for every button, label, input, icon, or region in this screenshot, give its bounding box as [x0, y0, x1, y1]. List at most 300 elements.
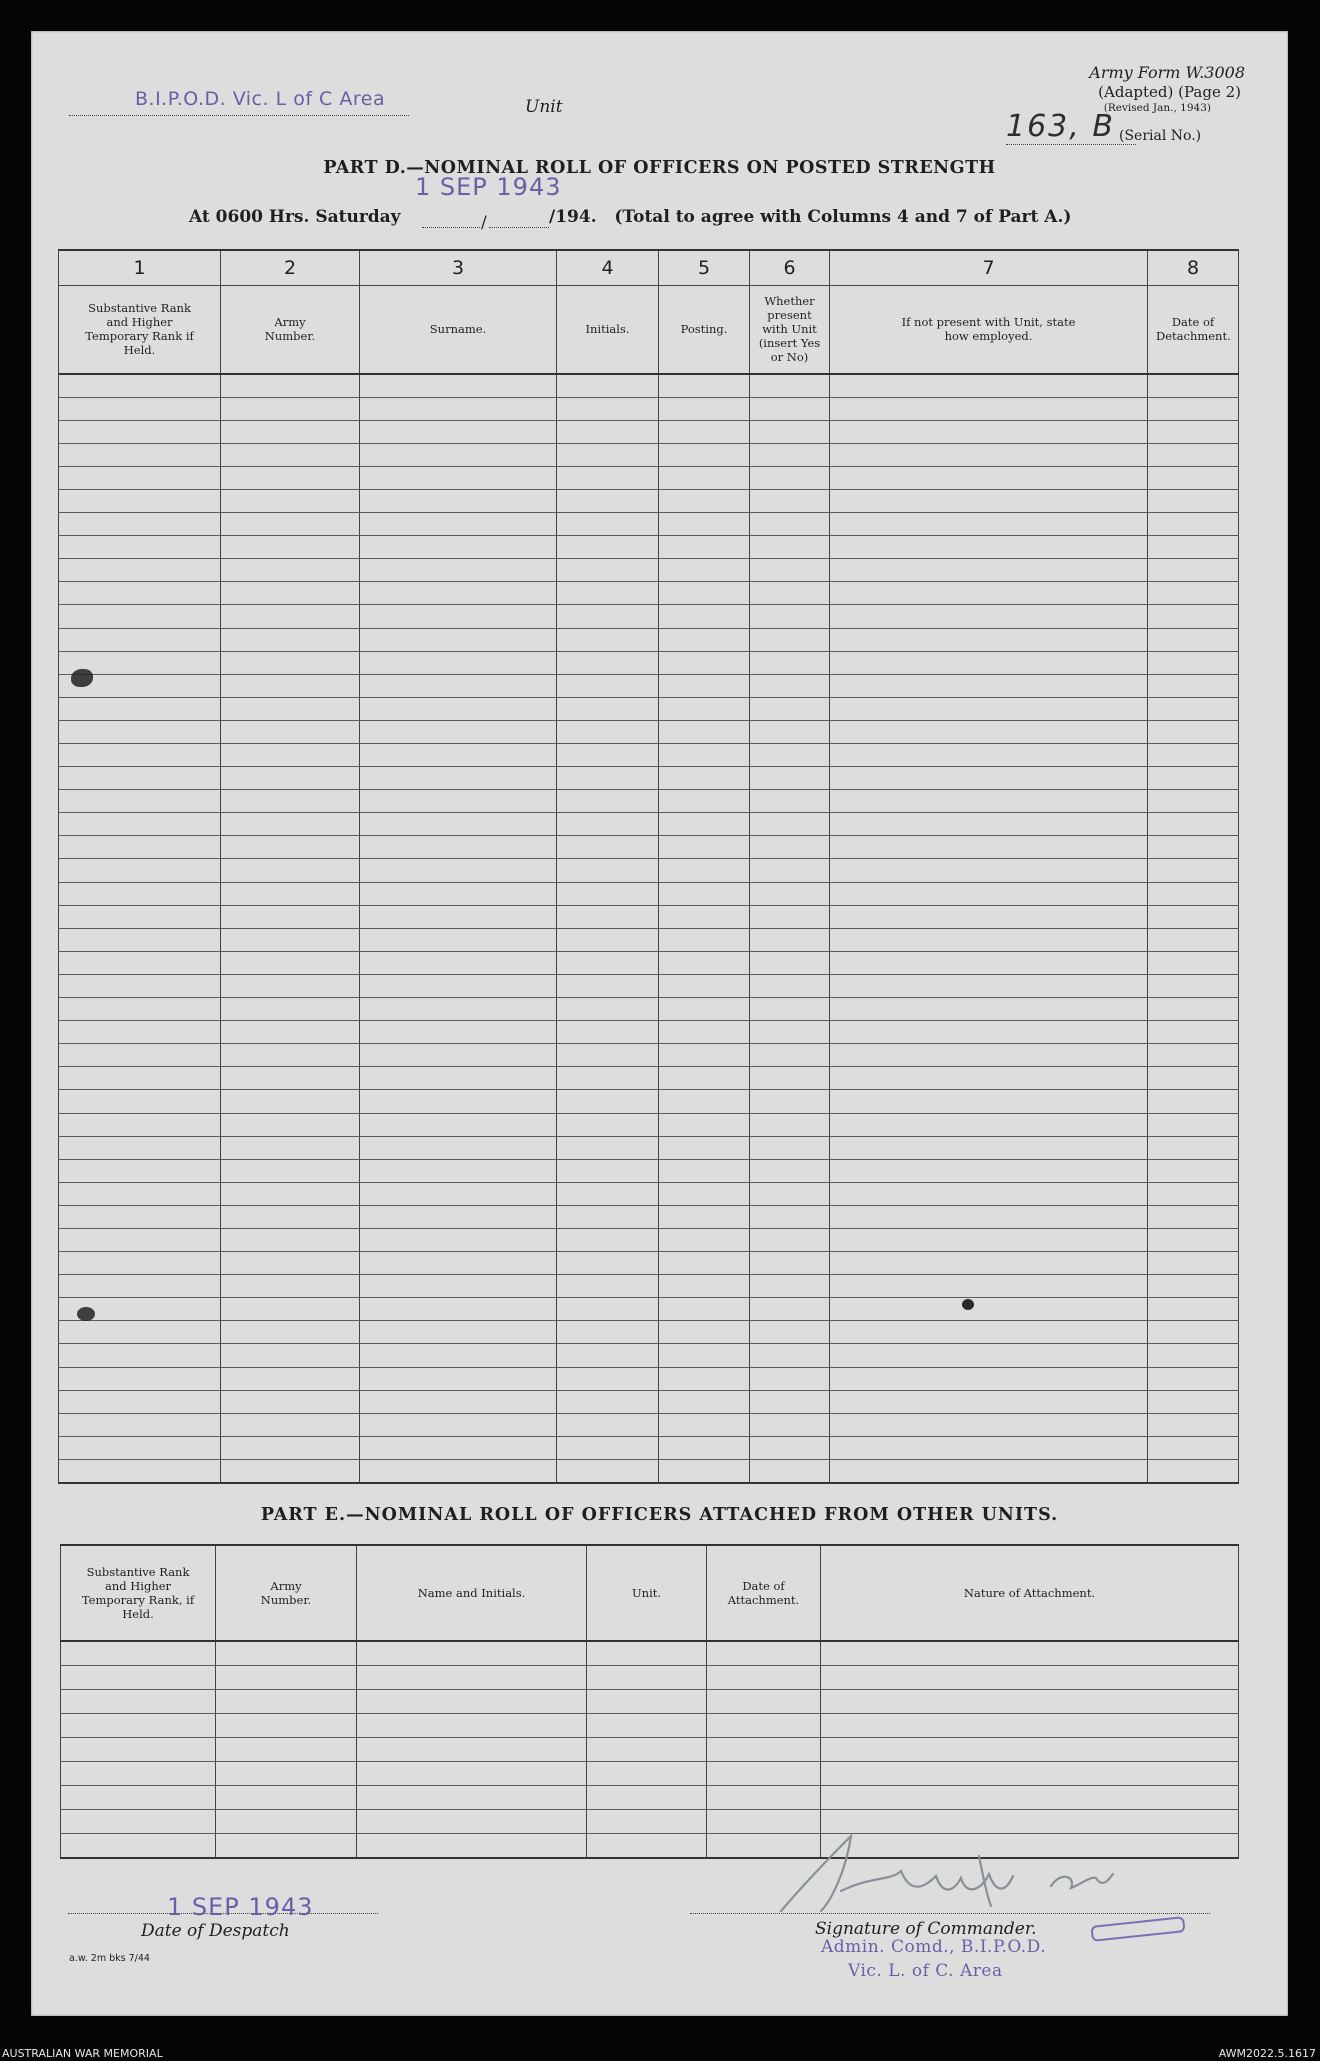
- table-cell[interactable]: [59, 1459, 221, 1483]
- table-cell[interactable]: [59, 1321, 221, 1344]
- table-cell[interactable]: [557, 1159, 659, 1182]
- table-cell[interactable]: [221, 974, 360, 997]
- table-cell[interactable]: [221, 397, 360, 420]
- table-cell[interactable]: [659, 720, 750, 743]
- table-cell[interactable]: [557, 1459, 659, 1483]
- table-cell[interactable]: [221, 651, 360, 674]
- table-cell[interactable]: [830, 1044, 1148, 1067]
- table-cell[interactable]: [357, 1690, 587, 1714]
- table-cell[interactable]: [1148, 905, 1239, 928]
- table-cell[interactable]: [659, 1413, 750, 1436]
- table-cell[interactable]: [1148, 1436, 1239, 1459]
- table-cell[interactable]: [750, 1298, 830, 1321]
- table-cell[interactable]: [557, 951, 659, 974]
- table-cell[interactable]: [659, 1367, 750, 1390]
- table-cell[interactable]: [360, 1182, 557, 1205]
- table-cell[interactable]: [659, 882, 750, 905]
- table-cell[interactable]: [750, 559, 830, 582]
- table-cell[interactable]: [59, 628, 221, 651]
- table-cell[interactable]: [221, 559, 360, 582]
- table-cell[interactable]: [659, 859, 750, 882]
- table-cell[interactable]: [61, 1690, 216, 1714]
- table-cell[interactable]: [360, 1436, 557, 1459]
- table-cell[interactable]: [216, 1714, 357, 1738]
- table-cell[interactable]: [1148, 951, 1239, 974]
- table-cell[interactable]: [61, 1641, 216, 1666]
- table-cell[interactable]: [1148, 1275, 1239, 1298]
- table-cell[interactable]: [830, 420, 1148, 443]
- table-cell[interactable]: [750, 443, 830, 466]
- table-cell[interactable]: [830, 882, 1148, 905]
- table-cell[interactable]: [61, 1738, 216, 1762]
- table-cell[interactable]: [707, 1786, 821, 1810]
- table-cell[interactable]: [360, 928, 557, 951]
- table-cell[interactable]: [750, 859, 830, 882]
- table-cell[interactable]: [357, 1738, 587, 1762]
- table-cell[interactable]: [750, 1390, 830, 1413]
- table-cell[interactable]: [360, 720, 557, 743]
- table-cell[interactable]: [659, 559, 750, 582]
- table-cell[interactable]: [750, 397, 830, 420]
- table-cell[interactable]: [61, 1762, 216, 1786]
- table-cell[interactable]: [659, 1205, 750, 1228]
- table-cell[interactable]: [221, 1252, 360, 1275]
- table-cell[interactable]: [659, 1044, 750, 1067]
- table-cell[interactable]: [659, 1436, 750, 1459]
- table-cell[interactable]: [557, 744, 659, 767]
- table-cell[interactable]: [659, 489, 750, 512]
- table-cell[interactable]: [360, 744, 557, 767]
- table-cell[interactable]: [750, 720, 830, 743]
- table-cell[interactable]: [557, 443, 659, 466]
- table-cell[interactable]: [659, 513, 750, 536]
- table-cell[interactable]: [221, 1344, 360, 1367]
- table-cell[interactable]: [360, 536, 557, 559]
- table-cell[interactable]: [750, 628, 830, 651]
- table-cell[interactable]: [750, 1136, 830, 1159]
- table-cell[interactable]: [59, 1252, 221, 1275]
- table-cell[interactable]: [659, 651, 750, 674]
- table-cell[interactable]: [59, 397, 221, 420]
- table-cell[interactable]: [59, 1182, 221, 1205]
- table-cell[interactable]: [750, 744, 830, 767]
- table-cell[interactable]: [221, 489, 360, 512]
- table-cell[interactable]: [821, 1666, 1239, 1690]
- table-cell[interactable]: [659, 744, 750, 767]
- table-cell[interactable]: [221, 1067, 360, 1090]
- table-cell[interactable]: [659, 974, 750, 997]
- table-cell[interactable]: [557, 1090, 659, 1113]
- table-cell[interactable]: [1148, 1113, 1239, 1136]
- table-cell[interactable]: [830, 1390, 1148, 1413]
- table-cell[interactable]: [557, 813, 659, 836]
- table-cell[interactable]: [659, 420, 750, 443]
- table-cell[interactable]: [357, 1810, 587, 1834]
- table-cell[interactable]: [750, 582, 830, 605]
- table-cell[interactable]: [750, 905, 830, 928]
- table-cell[interactable]: [750, 466, 830, 489]
- table-cell[interactable]: [750, 1044, 830, 1067]
- table-cell[interactable]: [59, 813, 221, 836]
- table-cell[interactable]: [830, 697, 1148, 720]
- table-cell[interactable]: [1148, 1044, 1239, 1067]
- table-cell[interactable]: [59, 974, 221, 997]
- table-cell[interactable]: [830, 1067, 1148, 1090]
- table-cell[interactable]: [707, 1666, 821, 1690]
- table-cell[interactable]: [830, 859, 1148, 882]
- table-cell[interactable]: [221, 836, 360, 859]
- table-cell[interactable]: [750, 1321, 830, 1344]
- table-cell[interactable]: [557, 974, 659, 997]
- table-cell[interactable]: [1148, 928, 1239, 951]
- table-cell[interactable]: [750, 536, 830, 559]
- table-cell[interactable]: [557, 790, 659, 813]
- table-cell[interactable]: [1148, 489, 1239, 512]
- table-cell[interactable]: [557, 1252, 659, 1275]
- table-cell[interactable]: [360, 1228, 557, 1251]
- table-cell[interactable]: [360, 1090, 557, 1113]
- table-cell[interactable]: [587, 1738, 707, 1762]
- table-cell[interactable]: [707, 1641, 821, 1666]
- table-cell[interactable]: [59, 1436, 221, 1459]
- table-cell[interactable]: [221, 1321, 360, 1344]
- table-cell[interactable]: [360, 559, 557, 582]
- table-cell[interactable]: [59, 928, 221, 951]
- table-cell[interactable]: [221, 744, 360, 767]
- table-cell[interactable]: [216, 1786, 357, 1810]
- table-cell[interactable]: [221, 1228, 360, 1251]
- table-cell[interactable]: [830, 374, 1148, 398]
- table-cell[interactable]: [587, 1690, 707, 1714]
- table-cell[interactable]: [557, 998, 659, 1021]
- table-cell[interactable]: [221, 1390, 360, 1413]
- table-cell[interactable]: [1148, 559, 1239, 582]
- table-cell[interactable]: [659, 1136, 750, 1159]
- table-cell[interactable]: [1148, 767, 1239, 790]
- table-cell[interactable]: [360, 998, 557, 1021]
- table-cell[interactable]: [659, 1159, 750, 1182]
- table-cell[interactable]: [557, 605, 659, 628]
- table-cell[interactable]: [221, 951, 360, 974]
- table-cell[interactable]: [659, 536, 750, 559]
- table-cell[interactable]: [750, 767, 830, 790]
- table-cell[interactable]: [750, 1228, 830, 1251]
- table-cell[interactable]: [821, 1714, 1239, 1738]
- table-cell[interactable]: [1148, 1459, 1239, 1483]
- table-cell[interactable]: [360, 813, 557, 836]
- table-cell[interactable]: [59, 1136, 221, 1159]
- table-cell[interactable]: [221, 1044, 360, 1067]
- table-cell[interactable]: [830, 582, 1148, 605]
- table-cell[interactable]: [59, 951, 221, 974]
- table-cell[interactable]: [587, 1714, 707, 1738]
- table-cell[interactable]: [557, 1205, 659, 1228]
- table-cell[interactable]: [1148, 397, 1239, 420]
- table-cell[interactable]: [59, 1275, 221, 1298]
- table-cell[interactable]: [830, 744, 1148, 767]
- table-cell[interactable]: [360, 1390, 557, 1413]
- table-cell[interactable]: [557, 836, 659, 859]
- table-cell[interactable]: [59, 744, 221, 767]
- table-cell[interactable]: [61, 1714, 216, 1738]
- table-cell[interactable]: [659, 1321, 750, 1344]
- table-cell[interactable]: [750, 513, 830, 536]
- table-cell[interactable]: [1148, 443, 1239, 466]
- table-cell[interactable]: [1148, 582, 1239, 605]
- table-cell[interactable]: [830, 1344, 1148, 1367]
- table-cell[interactable]: [360, 513, 557, 536]
- table-cell[interactable]: [59, 720, 221, 743]
- table-cell[interactable]: [59, 1205, 221, 1228]
- table-cell[interactable]: [59, 443, 221, 466]
- table-cell[interactable]: [59, 1021, 221, 1044]
- table-cell[interactable]: [750, 790, 830, 813]
- table-cell[interactable]: [360, 859, 557, 882]
- table-cell[interactable]: [61, 1810, 216, 1834]
- table-cell[interactable]: [360, 466, 557, 489]
- table-cell[interactable]: [221, 697, 360, 720]
- table-cell[interactable]: [221, 1136, 360, 1159]
- table-cell[interactable]: [659, 1390, 750, 1413]
- table-cell[interactable]: [221, 1159, 360, 1182]
- table-cell[interactable]: [587, 1810, 707, 1834]
- table-cell[interactable]: [221, 582, 360, 605]
- table-cell[interactable]: [59, 374, 221, 398]
- table-cell[interactable]: [830, 1136, 1148, 1159]
- table-cell[interactable]: [830, 1252, 1148, 1275]
- table-cell[interactable]: [830, 559, 1148, 582]
- table-cell[interactable]: [830, 1228, 1148, 1251]
- table-cell[interactable]: [221, 1021, 360, 1044]
- table-cell[interactable]: [830, 974, 1148, 997]
- table-cell[interactable]: [750, 1205, 830, 1228]
- table-cell[interactable]: [750, 1090, 830, 1113]
- table-cell[interactable]: [59, 489, 221, 512]
- table-cell[interactable]: [750, 374, 830, 398]
- table-cell[interactable]: [750, 1344, 830, 1367]
- table-cell[interactable]: [360, 1136, 557, 1159]
- table-cell[interactable]: [659, 466, 750, 489]
- table-cell[interactable]: [360, 1298, 557, 1321]
- table-cell[interactable]: [557, 536, 659, 559]
- table-cell[interactable]: [1148, 744, 1239, 767]
- table-cell[interactable]: [1148, 651, 1239, 674]
- table-cell[interactable]: [750, 420, 830, 443]
- table-cell[interactable]: [557, 1182, 659, 1205]
- table-cell[interactable]: [59, 1228, 221, 1251]
- table-cell[interactable]: [216, 1666, 357, 1690]
- table-cell[interactable]: [750, 1275, 830, 1298]
- table-cell[interactable]: [1148, 1205, 1239, 1228]
- table-cell[interactable]: [1148, 466, 1239, 489]
- table-cell[interactable]: [821, 1641, 1239, 1666]
- table-cell[interactable]: [659, 582, 750, 605]
- table-cell[interactable]: [216, 1738, 357, 1762]
- table-cell[interactable]: [360, 790, 557, 813]
- table-cell[interactable]: [830, 1090, 1148, 1113]
- table-cell[interactable]: [221, 928, 360, 951]
- table-cell[interactable]: [360, 1413, 557, 1436]
- table-cell[interactable]: [216, 1690, 357, 1714]
- table-cell[interactable]: [557, 651, 659, 674]
- table-cell[interactable]: [221, 466, 360, 489]
- table-cell[interactable]: [659, 605, 750, 628]
- table-cell[interactable]: [216, 1834, 357, 1859]
- table-cell[interactable]: [557, 1113, 659, 1136]
- table-cell[interactable]: [221, 882, 360, 905]
- table-cell[interactable]: [221, 1205, 360, 1228]
- table-cell[interactable]: [221, 1413, 360, 1436]
- table-cell[interactable]: [221, 905, 360, 928]
- table-cell[interactable]: [360, 1344, 557, 1367]
- table-cell[interactable]: [750, 882, 830, 905]
- table-cell[interactable]: [830, 1159, 1148, 1182]
- table-cell[interactable]: [707, 1738, 821, 1762]
- table-cell[interactable]: [1148, 420, 1239, 443]
- table-cell[interactable]: [659, 767, 750, 790]
- table-cell[interactable]: [1148, 374, 1239, 398]
- table-cell[interactable]: [587, 1666, 707, 1690]
- table-cell[interactable]: [221, 1436, 360, 1459]
- table-cell[interactable]: [659, 674, 750, 697]
- table-cell[interactable]: [557, 489, 659, 512]
- table-cell[interactable]: [750, 651, 830, 674]
- table-cell[interactable]: [830, 928, 1148, 951]
- table-cell[interactable]: [557, 628, 659, 651]
- table-cell[interactable]: [360, 836, 557, 859]
- table-cell[interactable]: [830, 513, 1148, 536]
- table-cell[interactable]: [59, 998, 221, 1021]
- table-cell[interactable]: [59, 767, 221, 790]
- table-cell[interactable]: [357, 1786, 587, 1810]
- table-cell[interactable]: [830, 1298, 1148, 1321]
- table-cell[interactable]: [216, 1810, 357, 1834]
- table-cell[interactable]: [221, 1275, 360, 1298]
- table-cell[interactable]: [659, 813, 750, 836]
- table-cell[interactable]: [1148, 536, 1239, 559]
- table-cell[interactable]: [1148, 674, 1239, 697]
- table-cell[interactable]: [821, 1738, 1239, 1762]
- table-cell[interactable]: [360, 1367, 557, 1390]
- table-cell[interactable]: [59, 466, 221, 489]
- table-cell[interactable]: [360, 697, 557, 720]
- table-cell[interactable]: [557, 397, 659, 420]
- table-cell[interactable]: [59, 1367, 221, 1390]
- table-cell[interactable]: [1148, 1090, 1239, 1113]
- table-cell[interactable]: [1148, 882, 1239, 905]
- table-cell[interactable]: [750, 1252, 830, 1275]
- table-cell[interactable]: [830, 466, 1148, 489]
- table-cell[interactable]: [830, 628, 1148, 651]
- table-cell[interactable]: [221, 443, 360, 466]
- table-cell[interactable]: [557, 1413, 659, 1436]
- table-cell[interactable]: [59, 1113, 221, 1136]
- table-cell[interactable]: [659, 928, 750, 951]
- table-cell[interactable]: [1148, 1390, 1239, 1413]
- table-cell[interactable]: [587, 1762, 707, 1786]
- table-cell[interactable]: [557, 1298, 659, 1321]
- table-cell[interactable]: [557, 559, 659, 582]
- table-cell[interactable]: [659, 1298, 750, 1321]
- table-cell[interactable]: [221, 605, 360, 628]
- table-cell[interactable]: [1148, 1321, 1239, 1344]
- table-cell[interactable]: [750, 674, 830, 697]
- table-cell[interactable]: [1148, 697, 1239, 720]
- table-cell[interactable]: [360, 951, 557, 974]
- table-cell[interactable]: [557, 767, 659, 790]
- table-cell[interactable]: [750, 1113, 830, 1136]
- table-cell[interactable]: [1148, 1344, 1239, 1367]
- table-cell[interactable]: [557, 1275, 659, 1298]
- table-cell[interactable]: [1148, 1021, 1239, 1044]
- table-cell[interactable]: [587, 1834, 707, 1859]
- table-cell[interactable]: [557, 466, 659, 489]
- table-cell[interactable]: [221, 536, 360, 559]
- table-cell[interactable]: [750, 1367, 830, 1390]
- table-cell[interactable]: [1148, 1228, 1239, 1251]
- table-cell[interactable]: [557, 1436, 659, 1459]
- table-cell[interactable]: [59, 536, 221, 559]
- table-cell[interactable]: [360, 651, 557, 674]
- table-cell[interactable]: [357, 1714, 587, 1738]
- table-cell[interactable]: [830, 397, 1148, 420]
- table-cell[interactable]: [360, 374, 557, 398]
- table-cell[interactable]: [59, 1344, 221, 1367]
- table-cell[interactable]: [59, 1044, 221, 1067]
- table-cell[interactable]: [557, 1321, 659, 1344]
- table-cell[interactable]: [750, 998, 830, 1021]
- table-cell[interactable]: [360, 767, 557, 790]
- table-cell[interactable]: [750, 928, 830, 951]
- table-cell[interactable]: [750, 974, 830, 997]
- table-cell[interactable]: [830, 813, 1148, 836]
- table-cell[interactable]: [59, 559, 221, 582]
- table-cell[interactable]: [59, 582, 221, 605]
- table-cell[interactable]: [221, 1367, 360, 1390]
- table-cell[interactable]: [360, 1021, 557, 1044]
- table-cell[interactable]: [360, 1459, 557, 1483]
- table-cell[interactable]: [830, 536, 1148, 559]
- table-cell[interactable]: [1148, 813, 1239, 836]
- table-cell[interactable]: [830, 1275, 1148, 1298]
- table-cell[interactable]: [821, 1786, 1239, 1810]
- table-cell[interactable]: [221, 767, 360, 790]
- table-cell[interactable]: [830, 443, 1148, 466]
- table-cell[interactable]: [707, 1762, 821, 1786]
- table-cell[interactable]: [750, 951, 830, 974]
- table-cell[interactable]: [557, 1344, 659, 1367]
- table-cell[interactable]: [1148, 628, 1239, 651]
- table-cell[interactable]: [557, 582, 659, 605]
- table-cell[interactable]: [1148, 513, 1239, 536]
- table-cell[interactable]: [221, 420, 360, 443]
- table-cell[interactable]: [59, 1159, 221, 1182]
- table-cell[interactable]: [750, 1413, 830, 1436]
- table-cell[interactable]: [360, 1275, 557, 1298]
- table-cell[interactable]: [557, 1067, 659, 1090]
- table-cell[interactable]: [659, 1182, 750, 1205]
- table-cell[interactable]: [659, 998, 750, 1021]
- table-cell[interactable]: [659, 697, 750, 720]
- table-cell[interactable]: [357, 1641, 587, 1666]
- table-cell[interactable]: [830, 790, 1148, 813]
- table-cell[interactable]: [360, 1159, 557, 1182]
- table-cell[interactable]: [557, 928, 659, 951]
- table-cell[interactable]: [830, 1436, 1148, 1459]
- table-cell[interactable]: [557, 1367, 659, 1390]
- table-cell[interactable]: [557, 882, 659, 905]
- table-cell[interactable]: [750, 697, 830, 720]
